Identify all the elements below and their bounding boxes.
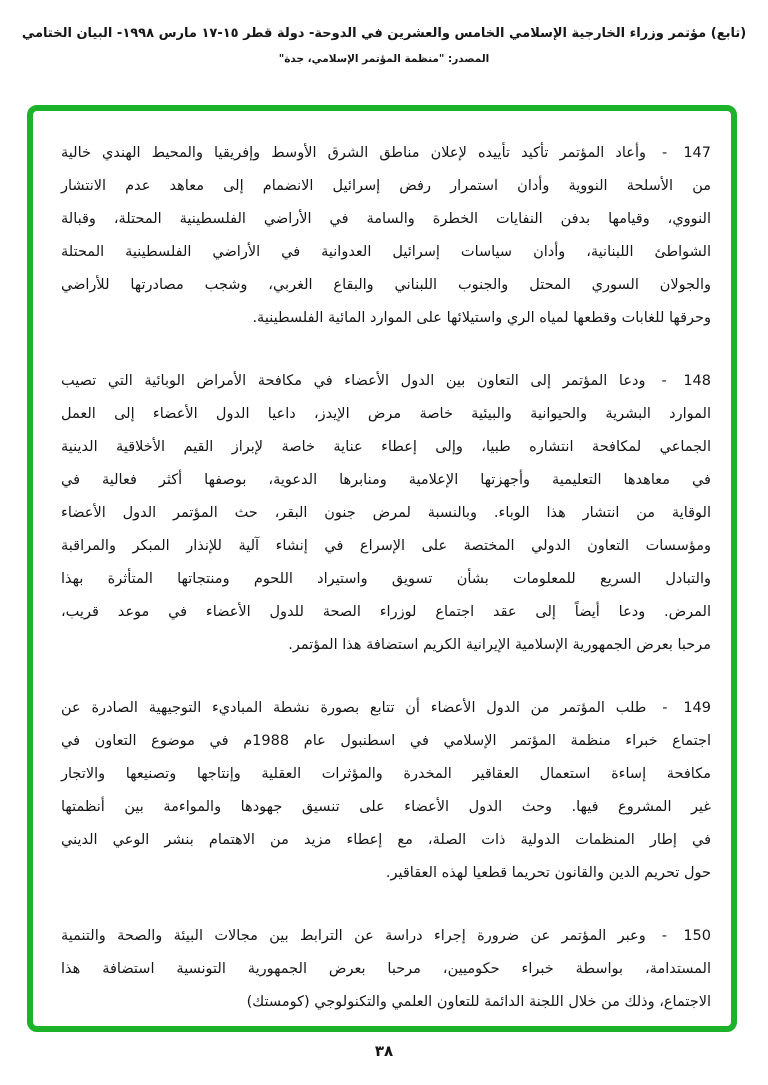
paragraph-list [61,137,711,1019]
text-line: والتبادل السريع للمعلومات بشأن تسويق واستيراد اللحوم ومنتجاتها المتأثرة بهذا [61,571,711,587]
paragraph-first-line-text: وعبر المؤتمر عن ضرورة إجراء دراسة عن الترابط بين مجالات البيئة والصحة والتنمية [61,928,646,944]
text-line: الشواطئ اللبنانية، وأدان سياسات إسرائيل العدوانية في الأراضي الفلسطينية المحتلة [61,244,711,260]
paragraph-item [61,692,711,890]
paragraph-item [61,920,711,1019]
text-line: المستدامة، بواسطة خبراء حكوميين، مرحبا بعرض الجمهورية التونسية استضافة هذا [61,961,711,977]
paragraph-item [61,365,711,662]
document-header [0,26,768,65]
paragraph-first-line-text: طلب المؤتمر من الدول الأعضاء أن تتابع بصورة نشطة المباديء التوجيهية الصادرة عن [61,700,647,716]
text-line: حول تحريم الدين والقانون تحريما قطعيا لهذه العقاقير. [385,865,711,881]
text-line: في معاهدها التعليمية وأجهزتها الإعلامية ومنابرها الدعوية، بوصفها أكثر فعالية في [61,472,711,488]
paragraph-number: 150 - [661,928,712,944]
paragraph-number: 148 - [661,373,712,389]
text-line: الجماعي لمكافحة انتشاره طبيا، وإلى إعطاء عناية خاصة لإبراز القيم الأخلاقية الدينية [61,439,711,455]
document-source: المصدر: "منظمة المؤتمر الإسلامي، جدة" [278,53,490,65]
text-line [61,365,711,398]
text-line: الوقاية من انتشار هذا الوباء. وبالنسبة لمرض جنون البقر، حث المؤتمر الدول الأعضاء [61,505,711,521]
highlight-box [27,105,737,1032]
text-line: وحرقها للغابات وقطعها لمياه الري واستيلائها على الموارد المائية الفلسطينية. [252,310,711,326]
paragraph-first-line-text: وأعاد المؤتمر تأكيد تأييده لإعلان مناطق الشرق الأوسط وإفريقيا والمحيط الهندي خالية [61,145,646,161]
text-line: مكافحة إساءة استعمال العقاقير المخدرة والمؤثرات العقلية وإنتاجها وتصنيعها والاتجار [61,766,711,782]
text-line: من الأسلحة النووية وأدان استمرار رفض إسرائيل الانضمام إلى معاهد عدم الانتشار [61,178,711,194]
text-line: والجولان السوري المحتل والجنوب اللبناني والبقاع الغربي، وشجب مصادرتها للأراضي [61,277,711,293]
text-line: غير المشروع فيها. وحث الدول الأعضاء على تنسيق جهودها والمواءمة بين أنظمتها [61,799,711,815]
text-line: النووي، وقيامها بدفن النفايات الخطرة والسامة في الأراضي الفلسطينية المحتلة، وقبالة [61,211,711,227]
paragraph-item [61,137,711,335]
text-line: الموارد البشرية والحيوانية والبيئية خاصة مرض الإيدز، داعيا الدول الأعضاء إلى العمل [61,406,711,422]
text-line: مرحبا بعرض الجمهورية الإسلامية الإيرانية الكريم استضافة هذا المؤتمر. [288,637,711,653]
text-line [61,692,711,725]
paragraph-first-line-text: ودعا المؤتمر إلى التعاون بين الدول الأعضاء في مكافحة الأمراض الوبائية التي تصيب [61,373,646,389]
paragraph-number: 149 - [662,700,711,716]
text-line: المرض. ودعا أيضاً إلى عقد اجتماع لوزراء الصحة للدول الأعضاء في موعد قريب، [61,604,711,620]
text-line: ومؤسسات التعاون الدولي المختصة على الإسراع في إنشاء آلية للإنذار المبكر والمراقبة [61,538,711,554]
paragraph-number: 147 - [661,145,712,161]
page-number: ٣٨ [374,1042,394,1060]
document-title: (تابع) مؤتمر وزراء الخارجية الإسلامي الخامس والعشرين في الدوحة- دولة قطر ١٥-١٧ مارس ١٩٩٨- البيان الختامي [21,26,747,41]
text-line: الاجتماع، وذلك من خلال اللجنة الدائمة للتعاون العلمي والتكنولوجي (كومستك) [246,994,711,1010]
text-line: في إطار المنظمات الدولية ذات الصلة، مع إعطاء مزيد من الاهتمام بنشر الوعي الديني [61,832,711,848]
text-line [61,920,711,953]
text-line [61,137,711,170]
text-line: اجتماع خبراء منظمة المؤتمر الإسلامي في اسطنبول عام 1988م في موضوع التعاون في [61,733,711,749]
